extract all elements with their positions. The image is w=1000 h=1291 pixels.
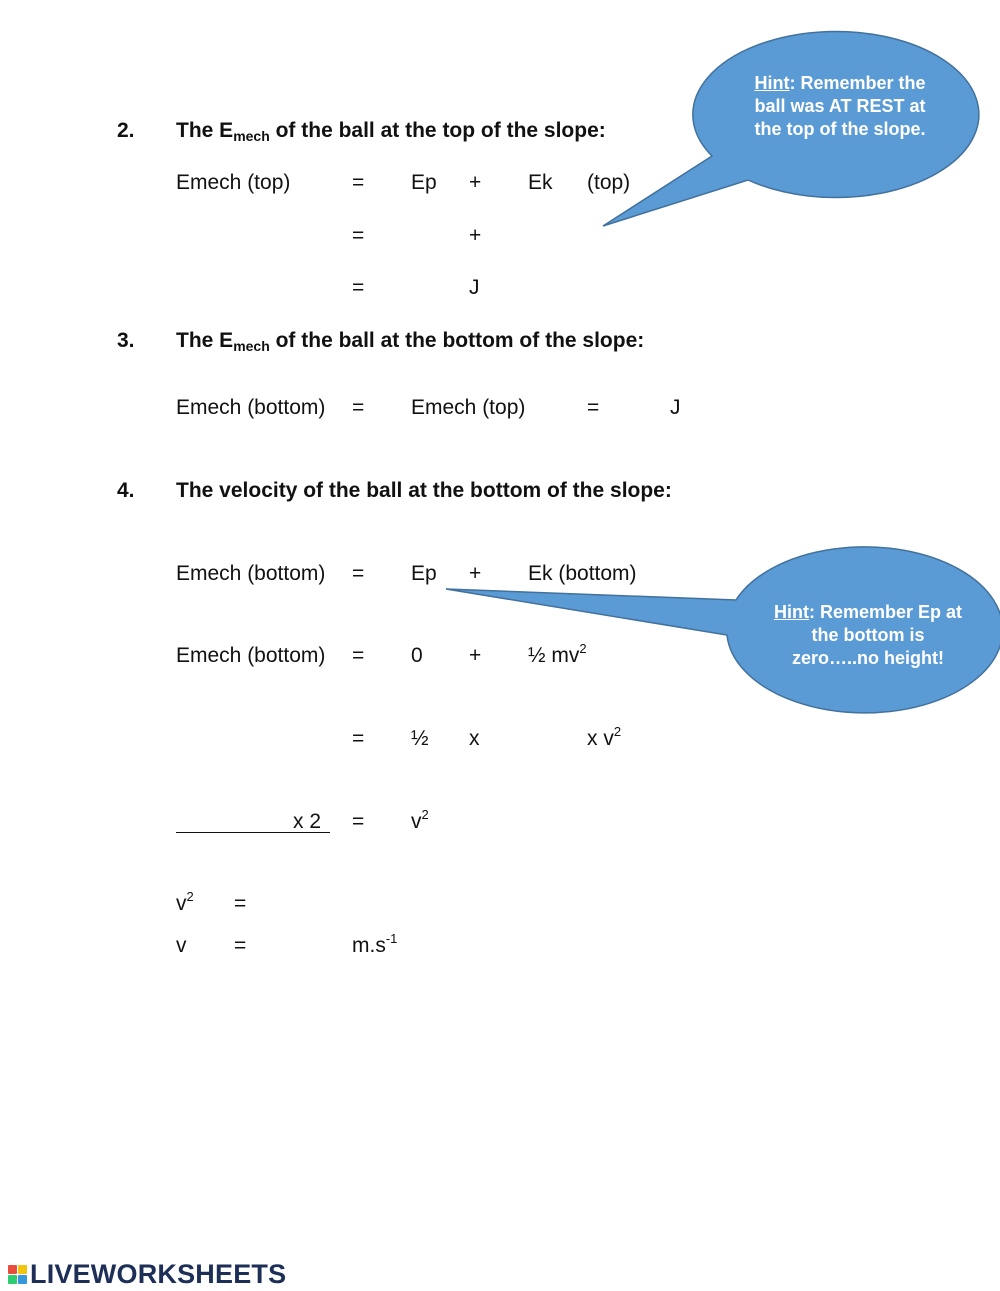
q4-row6-equals: = (234, 934, 247, 957)
liveworksheets-logo-text: LIVEWORKSHEETS (30, 1258, 287, 1289)
q4-row5-v-squared-label: $v^2$ (176, 889, 194, 915)
q4-row6-v-label: v (176, 934, 187, 957)
question-4-heading: The velocity of the ball at the bottom of the slope: (176, 479, 672, 502)
q3-unit: J (670, 396, 681, 419)
q2-top-qualifier: (top) (587, 171, 631, 194)
q4-row2-zero: 0 (411, 644, 423, 667)
q2-row2-equals: = (352, 224, 365, 247)
q2-plus-sign: + (469, 171, 482, 194)
q4-row3-times-v-squared: x $v^2$ (587, 724, 622, 750)
q4-row2-plus: + (469, 644, 482, 667)
q4-row1-ek: Ek (bottom) (528, 562, 637, 585)
question-2-heading: The Emech of the ball at the top of the slope: (176, 119, 606, 144)
q4-row2-kinetic-formula: ½ $mv^2$ (528, 641, 587, 667)
q4-row6-unit: $m.s^{-1}$ (352, 931, 398, 957)
q4-row4-times-two: x 2 (293, 810, 322, 833)
q2-ep-term: Ep (411, 171, 437, 194)
q2-row3-unit: J (469, 276, 480, 299)
liveworksheets-logo-icon (8, 1265, 27, 1284)
q4-row1-ep: Ep (411, 562, 437, 585)
liveworksheets-logo (8, 1259, 286, 1289)
q3-emech-top-term: Emech (top) (411, 396, 526, 419)
q4-row2-equals: = (352, 644, 365, 667)
question-2-number: 2. (117, 119, 135, 142)
q4-row1-plus: + (469, 562, 482, 585)
q4-row3-half: ½ (411, 727, 429, 750)
q4-row3-equals: = (352, 727, 365, 750)
question-3-heading: The Emech of the ball at the bottom of the slope: (176, 329, 645, 354)
q2-row2-plus: + (469, 224, 482, 247)
q2-emech-top-label: Emech (top) (176, 171, 291, 194)
q2-ek-term: Ek (528, 171, 553, 194)
q3-equals-sign: = (352, 396, 365, 419)
q4-row5-equals: = (234, 892, 247, 915)
hint-bubble-1-text: Hint: Remember the ball was AT REST at the top of the slope. (754, 73, 926, 139)
q4-row2-label: Emech (bottom) (176, 644, 326, 667)
q2-row3-equals: = (352, 276, 365, 299)
question-4-number: 4. (117, 479, 135, 502)
q4-row1-label: Emech (bottom) (176, 562, 326, 585)
q3-second-equals: = (587, 396, 600, 419)
q3-emech-bottom-label: Emech (bottom) (176, 396, 326, 419)
q4-row4-equals: = (352, 810, 365, 833)
q4-row3-times: x (469, 727, 480, 750)
q4-row1-equals: = (352, 562, 365, 585)
q2-equals-sign: = (352, 171, 365, 194)
q4-row4-v-squared: $v^2$ (411, 807, 429, 833)
question-3-number: 3. (117, 329, 135, 352)
hint-bubble-2-text: Hint: Remember Ep at the bottom is zero…..no height! (773, 602, 963, 668)
